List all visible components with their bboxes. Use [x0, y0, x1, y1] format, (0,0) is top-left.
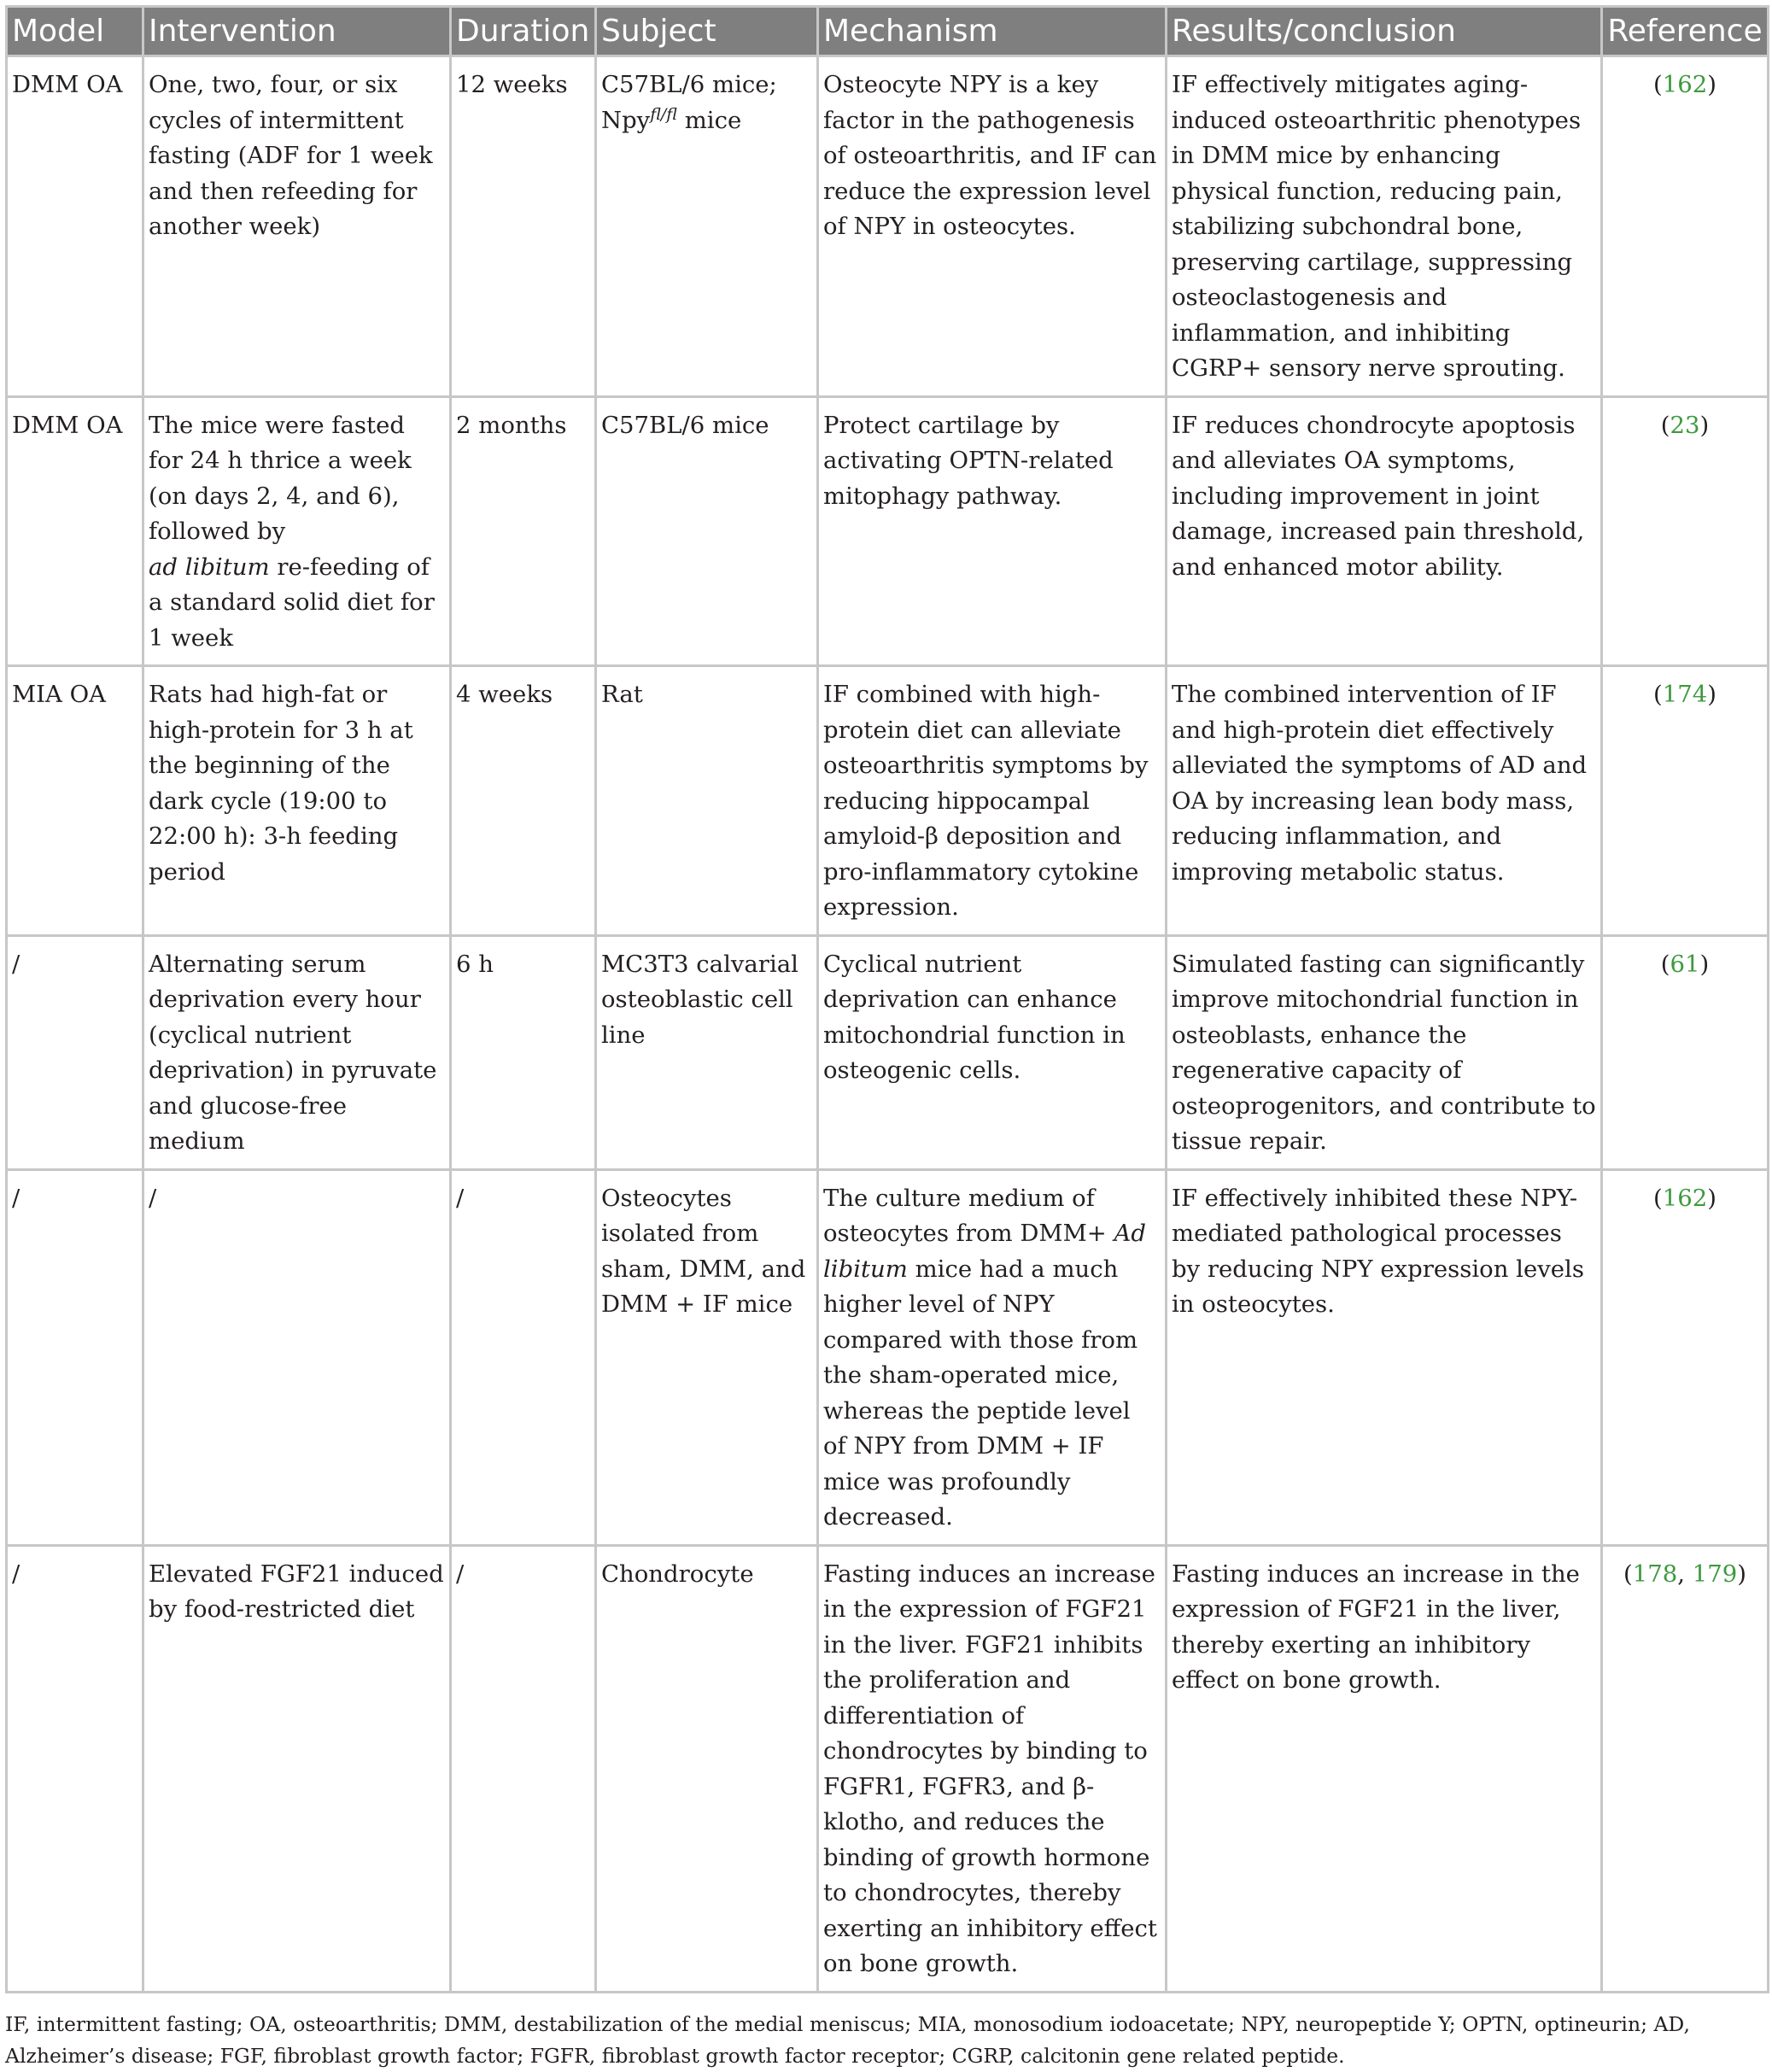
table-row [7, 666, 1769, 936]
header-reference: Reference [1602, 7, 1769, 56]
cell-model: / [7, 935, 143, 1169]
subject-text: C57BL/6 mice; Npy [601, 71, 777, 134]
header-model: Model [7, 7, 143, 56]
citation-link[interactable]: 23 [1670, 411, 1700, 439]
cell-intervention: / [143, 1169, 451, 1545]
cell-model: DMM OA [7, 396, 143, 666]
citation-link[interactable]: 178 [1632, 1560, 1678, 1588]
citation-link[interactable]: 61 [1670, 950, 1700, 978]
cell-subject [596, 56, 818, 397]
cell-results: IF reduces chondrocyte apoptosis and alleviates OA symptoms, including improvement in joint damage, increased pain threshold, and enhanced motor ability. [1167, 396, 1602, 666]
cell-subject: C57BL/6 mice [596, 396, 818, 666]
cell-results: The combined intervention of IF and high-protein diet effectively alleviated the symptoms of AD and OA by increasing lean body mass, reducing inflammation, and improving metabolic status. [1167, 666, 1602, 936]
document [5, 5, 1767, 2072]
cell-model: / [7, 1169, 143, 1545]
cell-subject: Rat [596, 666, 818, 936]
subject-superscript: fl/fl [650, 104, 677, 124]
cell-subject: Osteocytes isolated from sham, DMM, and DMM + IF mice [596, 1169, 818, 1545]
cell-intervention: One, two, four, or six cycles of intermittent fasting (ADF for 1 week and then refeeding for another week) [143, 56, 451, 397]
cell-duration: / [451, 1545, 596, 1992]
table-row [7, 56, 1769, 397]
cell-intervention: Rats had high-fat or high-protein for 3 h at the beginning of the dark cycle (19:00 to 22:00 h): 3-h feeding period [143, 666, 451, 936]
citation-link[interactable]: 162 [1662, 71, 1708, 98]
table-row [7, 935, 1769, 1169]
cell-duration: 2 months [451, 396, 596, 666]
cell-mechanism: Cyclical nutrient deprivation can enhance mitochondrial function in osteogenic cells. [818, 935, 1167, 1169]
table-row [7, 1545, 1769, 1992]
cell-model: MIA OA [7, 666, 143, 936]
cell-duration: / [451, 1169, 596, 1545]
cell-subject: MC3T3 calvarial osteoblastic cell line [596, 935, 818, 1169]
table-row [7, 1169, 1769, 1545]
cell-reference: (162) [1602, 1169, 1769, 1545]
italic-term: ad libitum [149, 553, 270, 581]
cell-reference: (178, 179) [1602, 1545, 1769, 1992]
cell-model: DMM OA [7, 56, 143, 397]
data-table [5, 5, 1769, 1993]
cell-mechanism: IF combined with high-protein diet can alleviate osteoarthritis symptoms by reducing hippocampal amyloid-β deposition and pro-inflammatory cytokine expression. [818, 666, 1167, 936]
cell-mechanism: Protect cartilage by activating OPTN-related mitophagy pathway. [818, 396, 1167, 666]
header-results: Results/conclusion [1167, 7, 1602, 56]
cell-duration: 4 weeks [451, 666, 596, 936]
cell-reference: (23) [1602, 396, 1769, 666]
table-footnote: IF, intermittent fasting; OA, osteoarthritis; DMM, destabilization of the medial meniscus; MIA, monosodium iodoacetate; NPY, neuropeptide Y; OPTN, optineurin; AD, Alzheimer’s disease; FGF, fibroblast growth factor; FGFR, fibroblast growth factor receptor; CGRP, calcitonin gene related peptide. [5, 2011, 1690, 2068]
table-row [7, 396, 1769, 666]
cell-reference: (162) [1602, 56, 1769, 397]
header-duration: Duration [451, 7, 596, 56]
cell-duration: 12 weeks [451, 56, 596, 397]
cell-reference: (61) [1602, 935, 1769, 1169]
italic-term: Ad libitum [823, 1220, 1146, 1283]
header-mechanism: Mechanism [818, 7, 1167, 56]
cell-reference: (174) [1602, 666, 1769, 936]
citation-link[interactable]: 174 [1662, 681, 1708, 708]
cell-intervention: Alternating serum deprivation every hour (cyclical nutrient deprivation) in pyruvate and glucose-free medium [143, 935, 451, 1169]
subject-text-end: mice [676, 106, 742, 134]
header-row [7, 7, 1769, 56]
cell-mechanism: Osteocyte NPY is a key factor in the pathogenesis of osteoarthritis, and IF can reduce the expression level of NPY in osteocytes. [818, 56, 1167, 397]
cell-model: / [7, 1545, 143, 1992]
citation-link[interactable]: 179 [1692, 1560, 1738, 1588]
cell-results: Fasting induces an increase in the expression of FGF21 in the liver, thereby exerting an inhibitory effect on bone growth. [1167, 1545, 1602, 1992]
cell-results: IF effectively mitigates aging-induced osteoarthritic phenotypes in DMM mice by enhancing physical function, reducing pain, stabilizing subchondral bone, preserving cartilage, suppressing osteoclastogenesis and inflammation, and inhibiting CGRP+ sensory nerve sprouting. [1167, 56, 1602, 397]
header-subject: Subject [596, 7, 818, 56]
header-intervention: Intervention [143, 7, 451, 56]
cell-results: IF effectively inhibited these NPY-mediated pathological processes by reducing NPY expression levels in osteocytes. [1167, 1169, 1602, 1545]
cell-mechanism: Fasting induces an increase in the expression of FGF21 in the liver. FGF21 inhibits the proliferation and differentiation of chondrocytes by binding to FGFR1, FGFR3, and β-klotho, and reduces the binding of growth hormone to chondrocytes, thereby exerting an inhibitory effect on bone growth. [818, 1545, 1167, 1992]
cell-intervention: The mice were fasted for 24 h thrice a week (on days 2, 4, and 6), followed by ad libitum re-feeding of a standard solid diet for 1 week [143, 396, 451, 666]
cell-results: Simulated fasting can significantly improve mitochondrial function in osteoblasts, enhance the regenerative capacity of osteoprogenitors, and contribute to tissue repair. [1167, 935, 1602, 1169]
citation-link[interactable]: 162 [1662, 1184, 1708, 1212]
cell-mechanism: The culture medium of osteocytes from DMM+ Ad libitum mice had a much higher level of NPY compared with those from the sham-operated mice, whereas the peptide level of NPY from DMM + IF mice was profoundly decreased. [818, 1169, 1167, 1545]
cell-intervention: Elevated FGF21 induced by food-restricted diet [143, 1545, 451, 1992]
cell-subject: Chondrocyte [596, 1545, 818, 1992]
cell-duration: 6 h [451, 935, 596, 1169]
